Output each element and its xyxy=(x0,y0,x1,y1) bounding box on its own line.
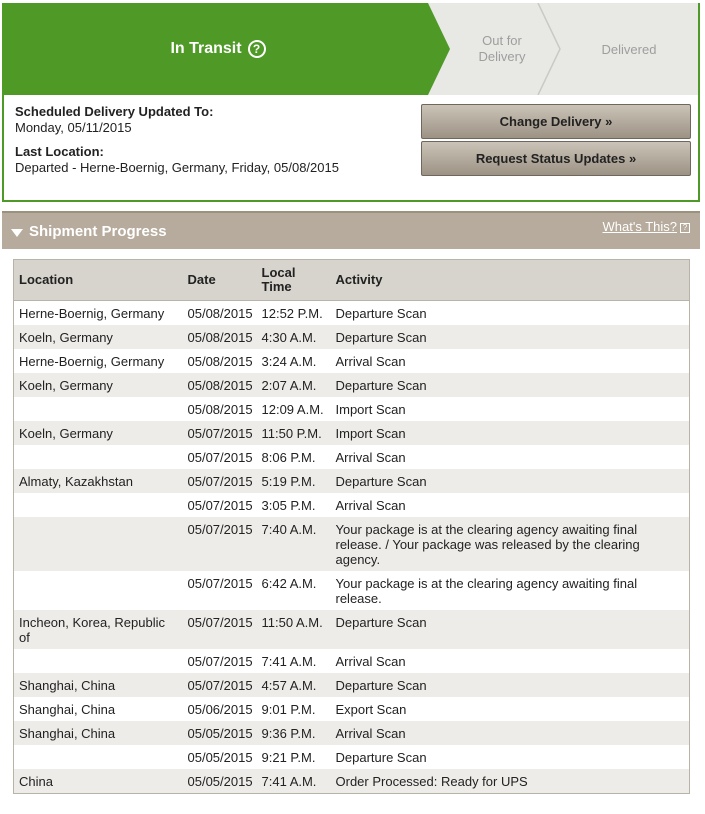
whats-this-link[interactable]: What's This? xyxy=(602,219,677,234)
cell-local-time: 9:21 P.M. xyxy=(261,750,316,765)
cell-activity: Departure Scan xyxy=(335,750,427,765)
cell-local-time: 5:19 P.M. xyxy=(257,469,331,493)
shipment-progress-table xyxy=(13,259,690,794)
cell-activity: Your package is at the clearing agency awaiting final release. xyxy=(335,576,638,606)
table-row xyxy=(14,649,690,673)
table-row xyxy=(14,673,690,697)
table-row xyxy=(14,697,690,721)
cell-location: China xyxy=(14,769,183,794)
scheduled-delivery-value: Monday, 05/11/2015 xyxy=(15,120,132,135)
cell-location: Almaty, Kazakhstan xyxy=(14,469,183,493)
cell-date: 05/08/2015 xyxy=(183,373,257,397)
cell-activity: Departure Scan xyxy=(331,373,690,397)
shipment-table-container xyxy=(2,249,700,814)
cell-location: Koeln, Germany xyxy=(14,325,183,349)
collapse-triangle-icon[interactable] xyxy=(11,229,23,237)
scheduled-delivery-label: Scheduled Delivery Updated To: xyxy=(15,104,214,119)
table-row xyxy=(14,571,690,610)
cell-local-time: 7:41 A.M. xyxy=(257,769,331,794)
cell-local-time: 11:50 P.M. xyxy=(257,421,331,445)
cell-date: 05/05/2015 xyxy=(187,750,253,765)
cell-local-time: 11:50 A.M. xyxy=(257,610,331,649)
cell-local-time: 7:41 A.M. xyxy=(261,654,317,669)
table-header-row xyxy=(14,260,690,301)
cell-date: 05/05/2015 xyxy=(183,721,257,745)
table-row xyxy=(14,610,690,649)
cell-date: 05/07/2015 xyxy=(187,576,253,591)
delivery-info xyxy=(15,104,339,176)
cell-local-time: 4:57 A.M. xyxy=(257,673,331,697)
cell-local-time: 3:05 P.M. xyxy=(261,498,316,513)
cell-local-time: 12:52 P.M. xyxy=(261,306,323,321)
cell-local-time: 4:30 A.M. xyxy=(257,325,331,349)
cell-local-time: 3:24 A.M. xyxy=(261,354,317,369)
table-row xyxy=(14,721,690,745)
table-row xyxy=(14,373,690,397)
column-header-local-time: Local Time xyxy=(257,260,331,301)
step-delivered: Delivered xyxy=(601,41,657,57)
cell-activity: Arrival Scan xyxy=(335,354,406,369)
cell-date: 05/08/2015 xyxy=(187,306,253,321)
step-out-for-delivery xyxy=(454,3,550,95)
cell-activity: Arrival Scan xyxy=(335,654,406,669)
help-popup-icon[interactable]: ? xyxy=(680,223,690,233)
cell-location: Incheon, Korea, Republic of xyxy=(14,610,183,649)
cell-location xyxy=(14,493,183,517)
step-in-transit xyxy=(4,3,432,95)
table-row xyxy=(14,421,690,445)
cell-location: Koeln, Germany xyxy=(14,373,183,397)
cell-date: 05/07/2015 xyxy=(183,517,257,571)
cell-date: 05/07/2015 xyxy=(183,469,257,493)
delivery-status-card xyxy=(2,3,700,202)
cell-activity: Import Scan xyxy=(331,421,690,445)
cell-location: Shanghai, China xyxy=(14,673,183,697)
help-icon[interactable]: ? xyxy=(248,40,266,58)
cell-location: Shanghai, China xyxy=(19,702,116,717)
cell-location xyxy=(14,649,183,673)
table-row xyxy=(14,769,690,794)
cell-date: 05/08/2015 xyxy=(187,354,253,369)
cell-date: 05/08/2015 xyxy=(187,402,253,417)
step-in-transit-label: In Transit xyxy=(170,40,242,57)
shipment-progress-title: Shipment Progress xyxy=(29,223,167,240)
cell-date: 05/06/2015 xyxy=(187,702,253,717)
cell-location: Herne-Boernig, Germany xyxy=(19,354,165,369)
change-delivery-button[interactable]: Change Delivery » xyxy=(421,104,691,139)
cell-date: 05/07/2015 xyxy=(183,421,257,445)
cell-location xyxy=(14,445,183,469)
column-header-activity: Activity xyxy=(331,260,690,301)
cell-location xyxy=(14,745,183,769)
cell-local-time: 9:36 P.M. xyxy=(257,721,331,745)
cell-activity: Import Scan xyxy=(335,402,406,417)
step-out-line2: Delivery xyxy=(478,49,526,64)
table-row xyxy=(14,397,690,421)
cell-date: 05/08/2015 xyxy=(183,325,257,349)
step-out-line1: Out for xyxy=(482,33,522,48)
table-row xyxy=(14,349,690,373)
table-row xyxy=(14,493,690,517)
table-row xyxy=(14,469,690,493)
table-row xyxy=(14,517,690,571)
cell-date: 05/05/2015 xyxy=(183,769,257,794)
table-row xyxy=(14,745,690,769)
cell-activity: Export Scan xyxy=(335,702,407,717)
cell-activity: Departure Scan xyxy=(331,469,690,493)
cell-date: 05/07/2015 xyxy=(187,654,253,669)
column-header-location: Location xyxy=(14,260,183,301)
cell-local-time: 6:42 A.M. xyxy=(261,576,317,591)
cell-location xyxy=(14,397,183,421)
delivery-progress-bar xyxy=(4,3,698,95)
cell-location: Koeln, Germany xyxy=(14,421,183,445)
cell-activity: Arrival Scan xyxy=(335,450,406,465)
cell-local-time: 7:40 A.M. xyxy=(257,517,331,571)
request-status-updates-button[interactable]: Request Status Updates » xyxy=(421,141,691,176)
table-row xyxy=(14,325,690,349)
cell-date: 05/07/2015 xyxy=(187,450,253,465)
cell-activity: Departure Scan xyxy=(331,610,690,649)
table-row xyxy=(14,445,690,469)
cell-activity: Arrival Scan xyxy=(331,721,690,745)
cell-location: Shanghai, China xyxy=(14,721,183,745)
cell-activity: Your package is at the clearing agency awaiting final release. / Your package was released by the clearing agency. xyxy=(331,517,690,571)
cell-location xyxy=(14,571,183,610)
last-location-value: Departed - Herne-Boernig, Germany, Friday, 05/08/2015 xyxy=(15,160,339,175)
table-row xyxy=(14,301,690,326)
cell-local-time: 9:01 P.M. xyxy=(261,702,316,717)
column-header-date: Date xyxy=(183,260,257,301)
cell-location xyxy=(14,517,183,571)
cell-activity: Departure Scan xyxy=(331,673,690,697)
cell-local-time: 12:09 A.M. xyxy=(261,402,324,417)
last-location-label: Last Location: xyxy=(15,144,104,159)
cell-activity: Departure Scan xyxy=(335,306,427,321)
cell-activity: Arrival Scan xyxy=(335,498,406,513)
shipment-progress-header[interactable] xyxy=(2,213,700,249)
cell-activity: Departure Scan xyxy=(331,325,690,349)
cell-date: 05/07/2015 xyxy=(183,673,257,697)
cell-local-time: 2:07 A.M. xyxy=(257,373,331,397)
cell-activity: Order Processed: Ready for UPS xyxy=(331,769,690,794)
shipment-progress-section xyxy=(2,211,700,812)
cell-local-time: 8:06 P.M. xyxy=(261,450,316,465)
cell-date: 05/07/2015 xyxy=(183,610,257,649)
cell-date: 05/07/2015 xyxy=(187,498,253,513)
cell-location: Herne-Boernig, Germany xyxy=(19,306,165,321)
